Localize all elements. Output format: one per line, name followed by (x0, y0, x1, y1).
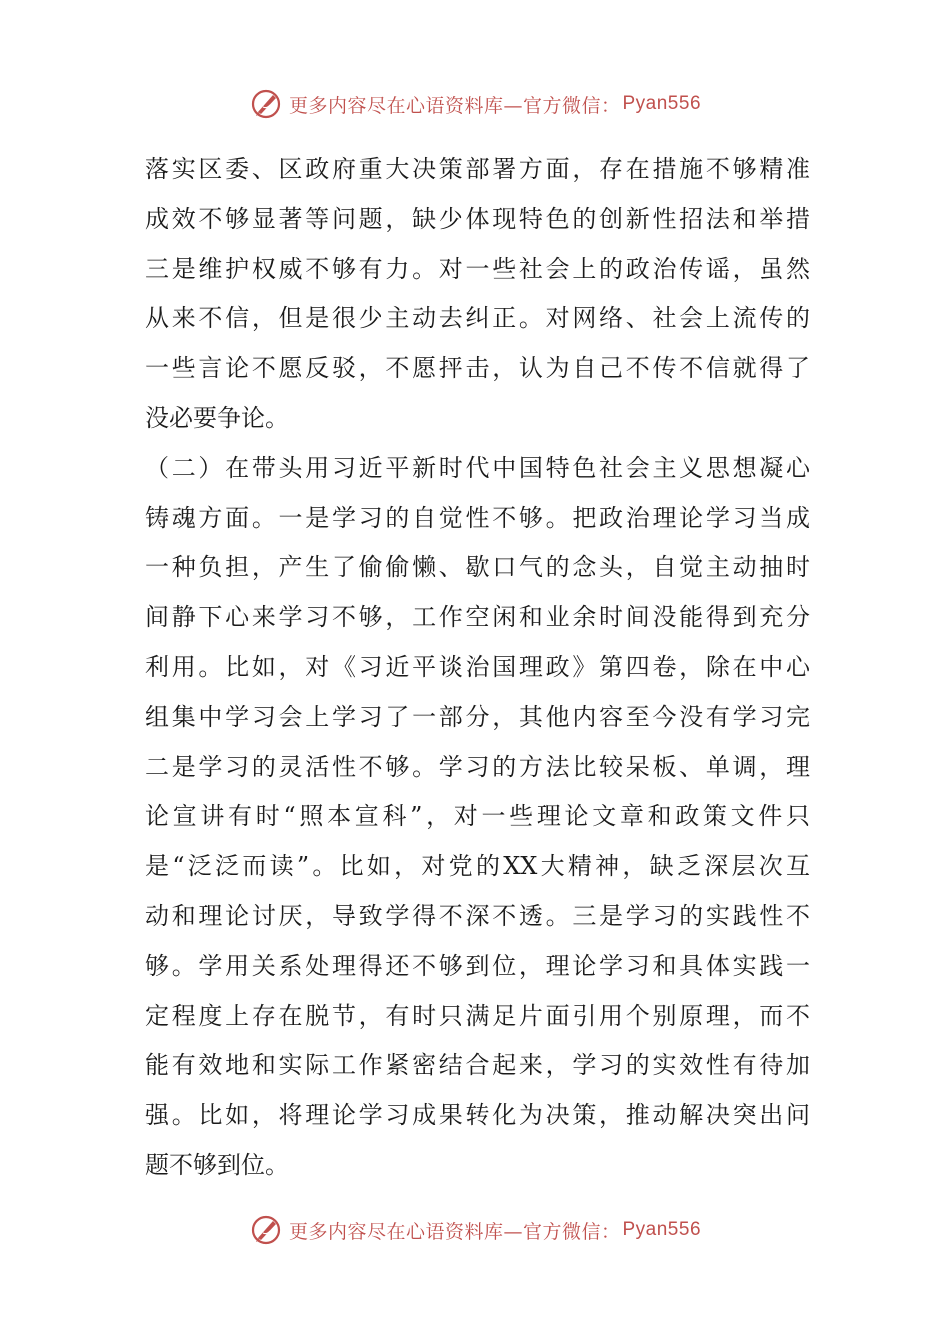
text-line: 能有效地和实际工作紧密结合起来，学习的实效性有待加 (145, 1051, 810, 1080)
text-line: 题不够到位。 (145, 1150, 289, 1179)
text-line: 组集中学习会上学习了一部分，其他内容至今没有学习完 (145, 702, 810, 731)
text-line: 是“泛泛而读”。比如，对党的XX大精神，缺乏深层次互 (145, 852, 810, 881)
watermark-wechat-id: Pyan556 (622, 1219, 702, 1240)
text-line: 够。学用关系处理得还不够到位，理论学习和具体实践一 (145, 951, 810, 980)
text-line: 落实区委、区政府重大决策部署方面，存在措施不够精准 (145, 155, 810, 183)
text-line: 成效不够显著等问题，缺少体现特色的创新性招法和举措 (145, 204, 810, 233)
text-line: （二）在带头用习近平新时代中国特色社会主义思想凝心 (145, 453, 810, 482)
text-line: 一些言论不愿反驳，不愿抨击，认为自己不传不信就得了 (145, 354, 810, 383)
text-line: 利用。比如，对《习近平谈治国理政》第四卷，除在中心 (145, 652, 810, 681)
text-line: 一种负担，产生了偷偷懒、歇口气的念头，自觉主动抽时 (145, 553, 810, 582)
watermark-text: 更多内容尽在心语资料库—官方微信： (288, 94, 621, 117)
text-line: 论宣讲有时“照本宣科”，对一些理论文章和政策文件只 (145, 802, 810, 831)
pen-logo-icon (249, 87, 283, 121)
document-body (145, 145, 810, 1191)
watermark-wechat-id: Pyan556 (622, 93, 702, 114)
header-watermark (0, 84, 950, 124)
text-line: 没必要争论。 (145, 403, 289, 432)
text-line: 从来不信，但是很少主动去纠正。对网络、社会上流传的 (145, 304, 810, 333)
footer-watermark (0, 1210, 950, 1250)
watermark-text: 更多内容尽在心语资料库—官方微信： (288, 1220, 621, 1243)
text-line: 强。比如，将理论学习成果转化为决策，推动解决突出问 (145, 1101, 810, 1130)
text-line: 二是学习的灵活性不够。学习的方法比较呆板、单调，理 (145, 752, 810, 781)
pen-logo-icon (249, 1213, 283, 1247)
text-line: 三是维护权威不够有力。对一些社会上的政治传谣，虽然 (145, 254, 810, 283)
text-line: 铸魂方面。一是学习的自觉性不够。把政治理论学习当成 (145, 503, 810, 532)
text-line: 定程度上存在脱节，有时只满足片面引用个别原理，而不 (145, 1001, 810, 1030)
text-line: 动和理论讨厌，导致学得不深不透。三是学习的实践性不 (145, 901, 810, 930)
text-line: 间静下心来学习不够，工作空闲和业余时间没能得到充分 (145, 603, 810, 632)
